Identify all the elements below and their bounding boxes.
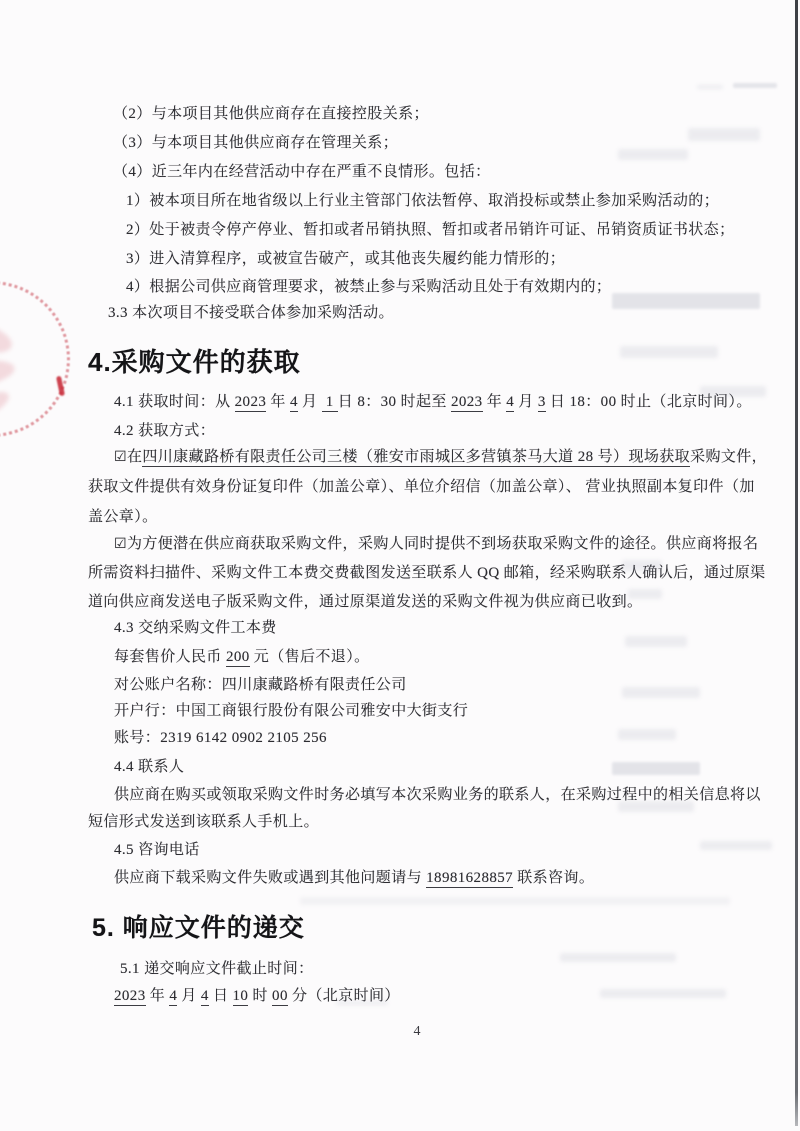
bleed-through-artifact: [700, 841, 772, 850]
hotline-label: 4.5 咨询电话: [114, 842, 200, 858]
text-run: 日 18：00 时止（北京时间）。: [545, 394, 752, 410]
bleed-through-artifact: [628, 589, 662, 599]
text-run: 4.1 获取时间：从: [114, 394, 235, 410]
clause-subitem: 2）处于被责令停产停业、暂扣或者吊销执照、暂扣或者吊销许可证、吊销资质证书状态；: [126, 222, 735, 238]
text-run: 为方便潜在供应商获取采购文件，采购人同时提供不到场获取采购文件的途径。供应商将报名: [126, 536, 759, 552]
underlined-value: 4: [200, 988, 209, 1004]
underlined-value: 2023: [450, 394, 483, 410]
bleed-through-artifact: [700, 386, 766, 397]
bleed-through-artifact: [618, 801, 694, 812]
bleed-through-artifact: [622, 560, 662, 571]
remote-method-line1: [114, 534, 758, 554]
clause-item: （4）近三年内在经营活动中存在严重不良情形。包括：: [113, 164, 491, 180]
bleed-through-artifact: [697, 85, 723, 89]
bleed-through-artifact: [560, 953, 676, 962]
clause-subitem: 1）被本项目所在地省级以上行业主管部门依法暂停、取消投标或禁止参加采购活动的；: [126, 193, 720, 209]
section-5-heading: 5. 响应文件的递交: [92, 914, 305, 942]
contact-line2: 短信形式发送到该联系人手机上。: [88, 814, 320, 830]
bleed-through-artifact: [336, 1001, 388, 1005]
underlined-value: 10: [232, 988, 249, 1004]
underlined-value: 1: [321, 394, 338, 410]
stamp-text-artifact: [0, 315, 16, 358]
acquisition-time-line: [114, 392, 752, 412]
underlined-value: 4: [169, 988, 178, 1004]
onsite-method-line3: 盖公章）。: [88, 509, 158, 525]
text-run: 联系咨询。: [513, 870, 595, 886]
text-run: 月: [514, 394, 538, 410]
stamp-text-artifact: [0, 356, 17, 392]
deadline-label: 5.1 递交响应文件截止时间：: [120, 961, 314, 977]
onsite-method-line2: 获取文件提供有效身份证复印件（加盖公章）、单位介绍信（加盖公章）、 营业执照副本复印件（加: [88, 479, 755, 495]
fee-price-line: [114, 647, 370, 667]
section-4-heading: 4.采购文件的获取: [88, 347, 301, 377]
bleed-through-artifact: [625, 636, 687, 647]
underlined-value: 2023: [234, 394, 267, 410]
text-run: 日 8：30 时起至: [337, 394, 451, 410]
contact-label: 4.4 联系人: [114, 759, 185, 775]
contact-line1: 供应商在购买或领取采购文件时务必填写本次采购业务的联系人，在采购过程中的相关信息将以: [114, 787, 761, 803]
underlined-value: 4: [506, 394, 515, 410]
hotline-line: [114, 868, 594, 888]
text-run: 元（售后不退）。: [249, 649, 370, 665]
account-name-line: 对公账户名称：四川康藏路桥有限责任公司: [114, 677, 407, 693]
bleed-through-artifact: [600, 989, 726, 998]
underlined-value: 4: [289, 394, 298, 410]
clause-item: （3）与本项目其他供应商存在管理关系；: [113, 135, 399, 151]
text-run: 供应商下载采购文件失败或遇到其他问题请与: [114, 870, 427, 886]
onsite-method-line1: [114, 447, 767, 467]
clause-subitem: 3）进入清算程序，或被宣告破产，或其他丧失履约能力情形的；: [126, 251, 566, 267]
underlined-value: 四川康藏路桥有限责任公司三楼（雅安市雨城区多营镇茶马大道 28 号）现场获取: [142, 449, 691, 465]
remote-method-line3: 道向供应商发送电子版采购文件，通过原渠道发送的采购文件视为供应商已收到。: [88, 594, 643, 610]
phone-number: 18981628857: [426, 870, 514, 886]
account-number-line: 账号：2319 6142 0902 2105 256: [114, 730, 327, 746]
text-run: 日: [208, 988, 233, 1004]
fee-label: 4.3 交纳采购文件工本费: [114, 620, 277, 636]
method-label: 4.2 获取方式：: [114, 423, 216, 439]
bank-line: 开户行：中国工商银行股份有限公司雅安中大街支行: [114, 703, 469, 719]
scan-edge-line: [795, 0, 798, 1126]
text-run: 年: [145, 988, 170, 1004]
stamp-text-artifact: [0, 387, 13, 424]
underlined-value: 3: [537, 394, 546, 410]
bleed-through-artifact: [612, 762, 700, 775]
bleed-through-artifact: [300, 897, 730, 905]
text-run: 时: [248, 988, 273, 1004]
remote-method-line2: 所需资料扫描件、采购文件工本费交费截图发送至联系人 QQ 邮箱，经采购联系人确认后，通过原渠: [88, 565, 766, 581]
bleed-through-artifact: [622, 687, 700, 698]
bleed-through-artifact: [733, 83, 777, 88]
underlined-value: 2023: [114, 988, 146, 1004]
text-run: 在: [126, 449, 143, 465]
stamp-ink-mark: [56, 376, 65, 397]
text-run: 年: [266, 394, 290, 410]
bleed-through-artifact: [688, 128, 760, 141]
checked-checkbox-icon: ☑: [114, 449, 127, 465]
text-run: 月: [297, 394, 322, 410]
text-run: 采购文件，: [690, 449, 768, 465]
text-run: 分（北京时间）: [287, 988, 400, 1004]
clause-3-3: 3.3 本次项目不接受联合体参加采购活动。: [108, 305, 394, 321]
underlined-value: 200: [225, 649, 250, 665]
text-run: 月: [177, 988, 201, 1004]
checked-checkbox-icon: ☑: [114, 536, 127, 552]
bleed-through-artifact: [618, 149, 688, 160]
red-seal-stamp: [0, 281, 70, 437]
clause-item: （2）与本项目其他供应商存在直接控股关系；: [113, 106, 429, 122]
underlined-value: 00: [272, 988, 288, 1004]
text-run: 年: [482, 394, 507, 410]
text-run: 每套售价人民币: [114, 649, 226, 665]
page-number: 4: [413, 1024, 421, 1039]
clause-subitem: 4）根据公司供应商管理要求，被禁止参与采购活动且处于有效期内的；: [126, 279, 612, 295]
bleed-through-artifact: [620, 346, 718, 358]
bleed-through-artifact: [618, 729, 676, 740]
bleed-through-artifact: [612, 293, 760, 309]
